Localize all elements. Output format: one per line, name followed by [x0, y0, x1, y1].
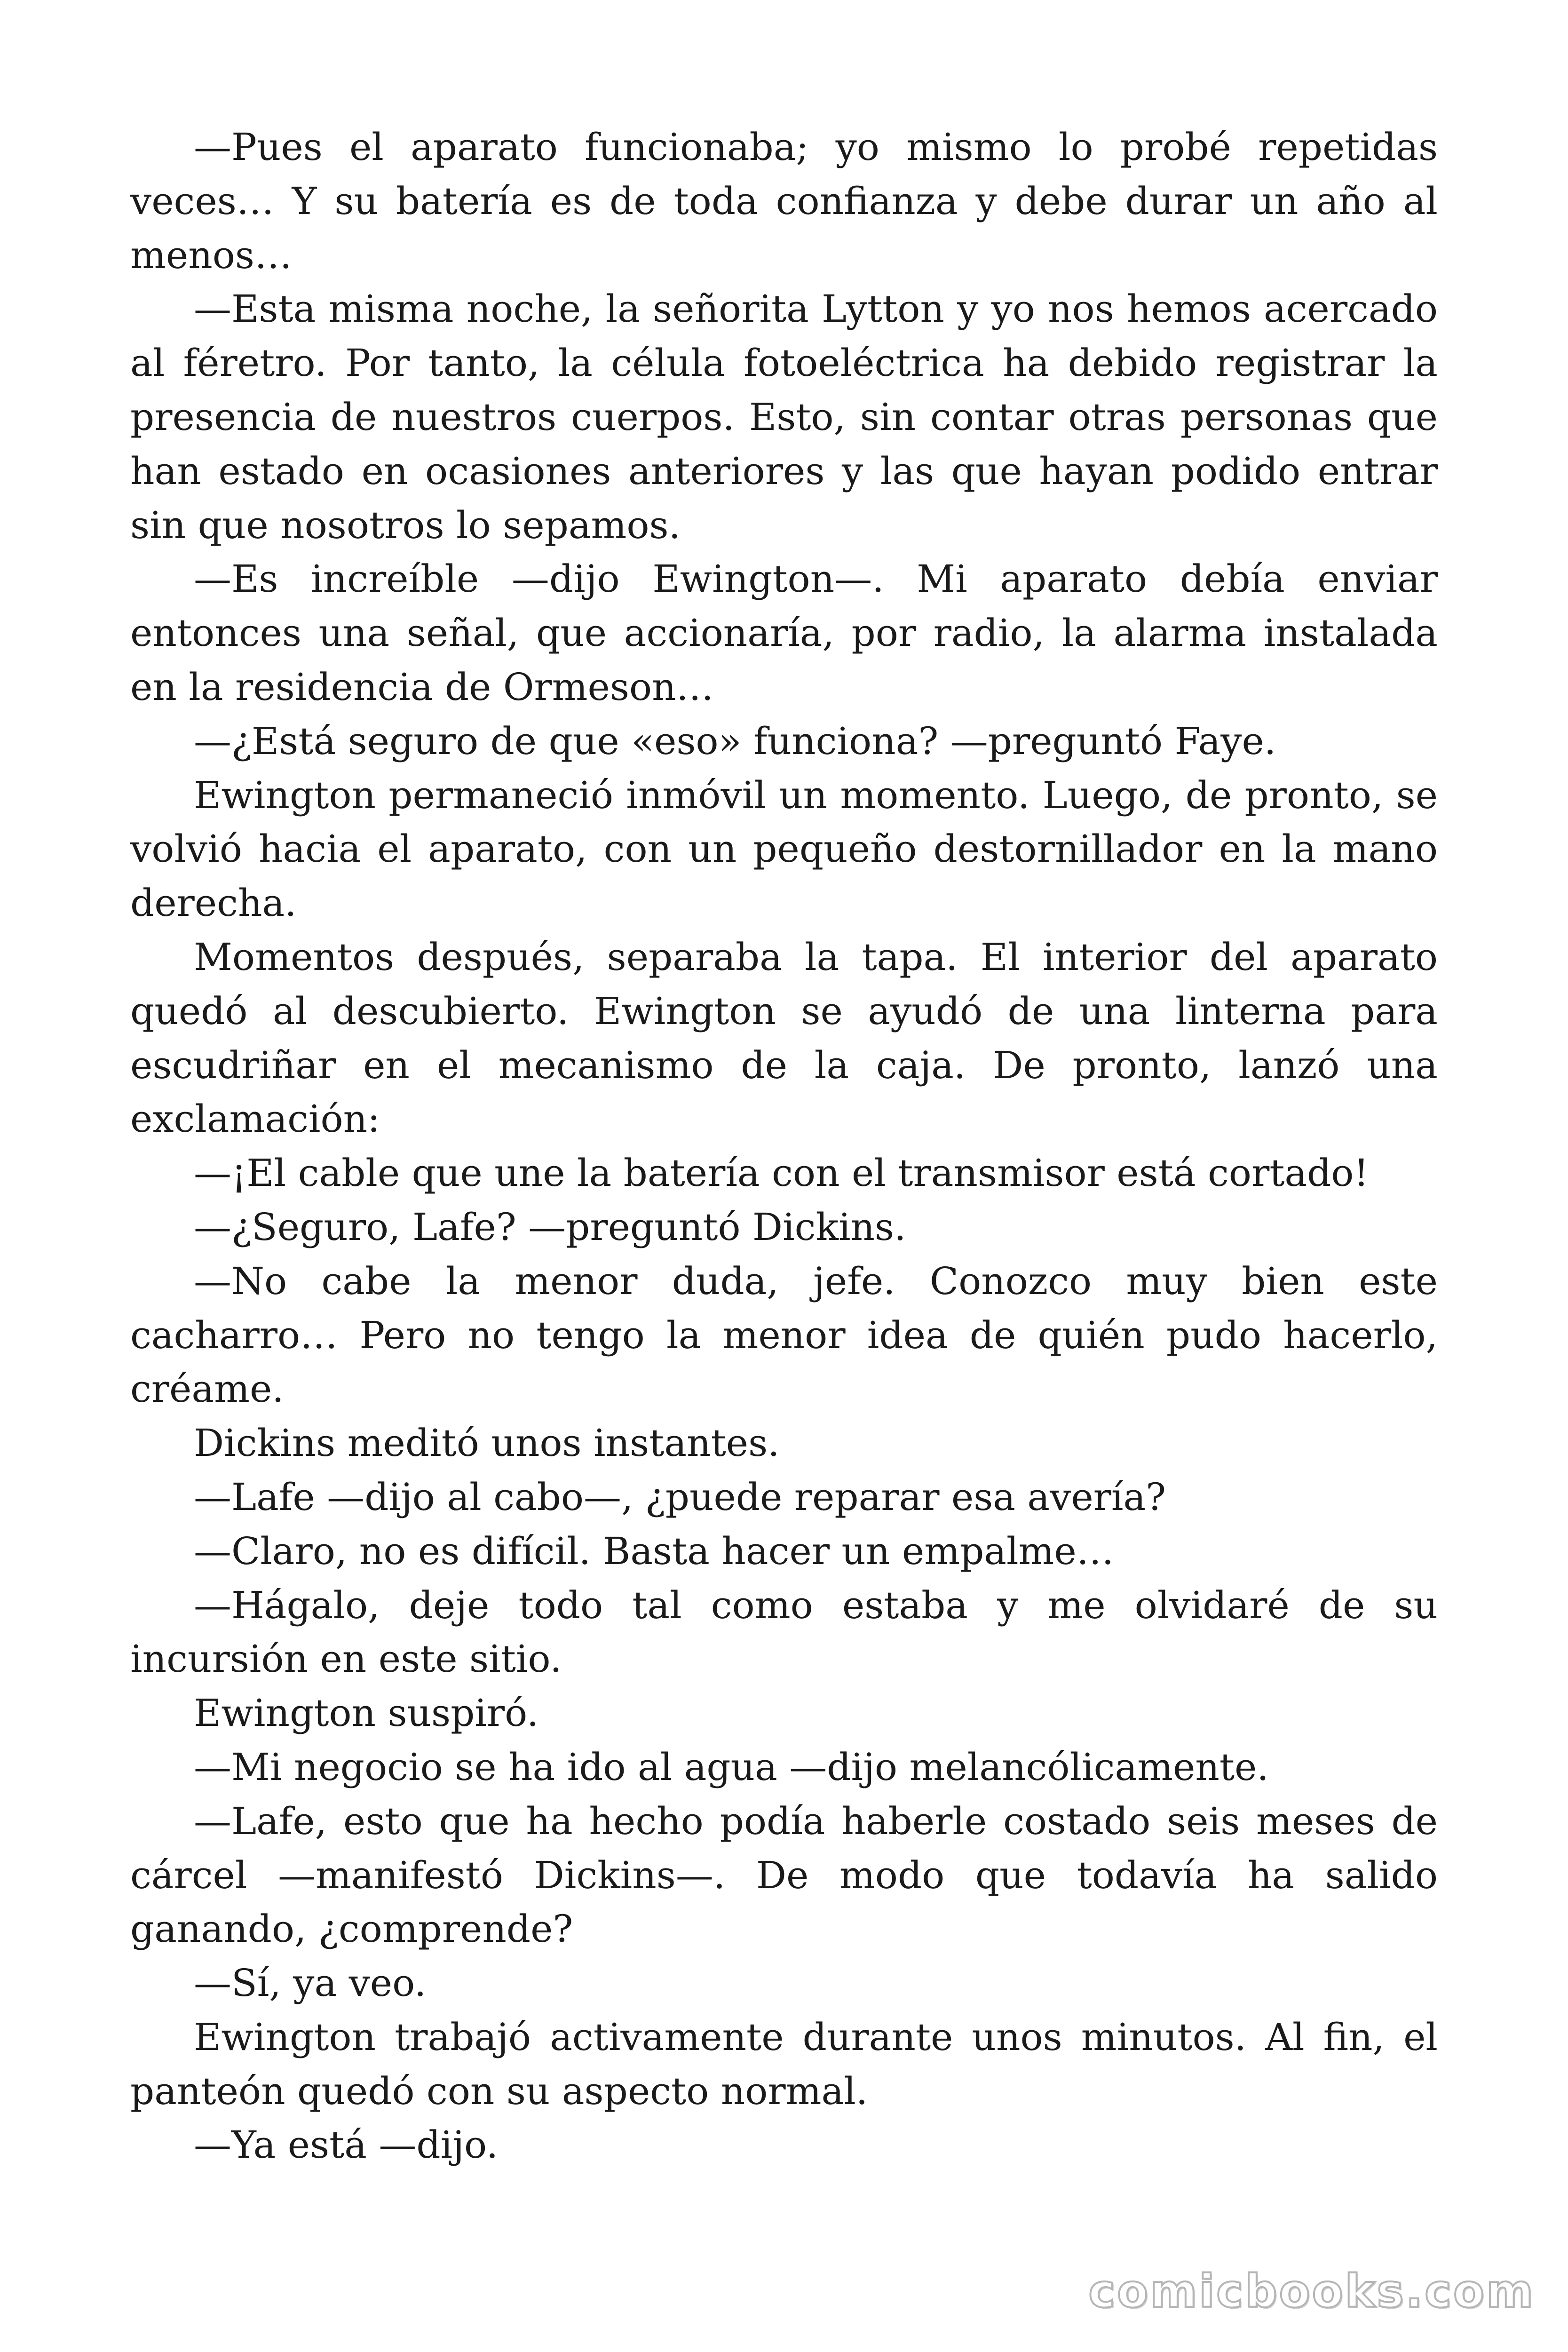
paragraph: Dickins meditó unos instantes. [194, 1421, 780, 1465]
paragraph: —¿Seguro, Lafe? —preguntó Dickins. [194, 1205, 906, 1249]
paragraph: —Hágalo, deje todo tal como estaba y me olvidaré de su incursión en este sitio. [130, 1583, 1438, 1681]
paragraph: —Sí, ya veo. [194, 1961, 427, 2005]
paragraph: —No cabe la menor duda, jefe. Conozco muy bien este cacharro… Pero no tengo la menor idea de quién pudo hacerlo, créame. [130, 1259, 1438, 1411]
paragraph: Ewington permaneció inmóvil un momento. Luego, de pronto, se volvió hacia el aparato, con un pequeño destornillador en la mano derecha. [130, 773, 1438, 925]
paragraph: —Mi negocio se ha ido al agua —dijo melancólicamente. [194, 1745, 1269, 1789]
paragraph: —¿Está seguro de que «eso» funciona? —preguntó Faye. [194, 719, 1276, 763]
paragraph: —Ya está —dijo. [194, 2123, 499, 2167]
paragraph: —Pues el aparato funcionaba; yo mismo lo probé repetidas veces… Y su batería es de toda confianza y debe durar un año al menos… [130, 125, 1438, 277]
paragraph: —Claro, no es difícil. Basta hacer un empalme… [194, 1529, 1114, 1573]
paragraph: Momentos después, separaba la tapa. El interior del aparato quedó al descubierto. Ewington se ayudó de una linterna para escudriñar en el mecanismo de la caja. De pronto, lanzó una exclamación: [130, 935, 1438, 1141]
paragraph: Ewington suspiró. [194, 1691, 539, 1735]
paragraph: —Lafe, esto que ha hecho podía haberle costado seis meses de cárcel —manifestó Dickins—. De modo que todavía ha salido ganando, ¿comprende? [130, 1799, 1438, 1951]
watermark: comicbooks.com [1088, 2265, 1535, 2318]
paragraph: —¡El cable que une la batería con el transmisor está cortado! [194, 1151, 1369, 1195]
body-text [130, 120, 1438, 2172]
paragraph: —Esta misma noche, la señorita Lytton y yo nos hemos acercado al féretro. Por tanto, la célula fotoeléctrica ha debido registrar la presencia de nuestros cuerpos. Esto, sin contar otras personas que han estado en ocasiones anteriores y las que hayan podido entrar sin que nosotros lo sepamos. [130, 287, 1438, 547]
paragraph: —Lafe —dijo al cabo—, ¿puede reparar esa avería? [194, 1475, 1166, 1519]
paragraph: —Es increíble —dijo Ewington—. Mi aparato debía enviar entonces una señal, que accionaría, por radio, la alarma instalada en la residencia de Ormeson… [130, 557, 1438, 709]
paragraph: Ewington trabajó activamente durante unos minutos. Al fin, el panteón quedó con su aspecto normal. [130, 2015, 1438, 2113]
